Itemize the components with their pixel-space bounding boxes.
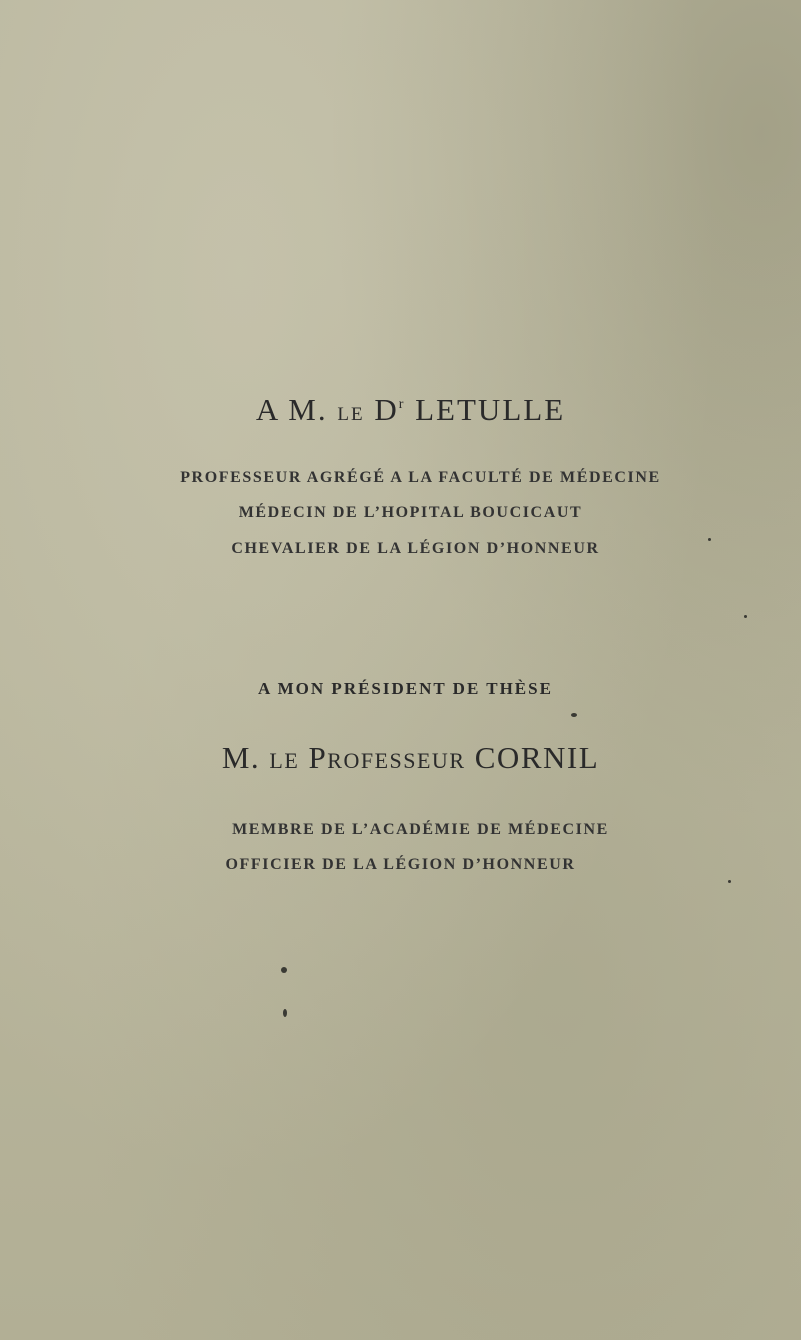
- ink-speck: [283, 1009, 287, 1017]
- letulle-name: LETULLE: [415, 392, 566, 427]
- ink-speck: [281, 967, 287, 973]
- ink-speck: [571, 713, 577, 717]
- ink-speck: [728, 880, 731, 883]
- ink-speck: [708, 538, 711, 541]
- cornil-name: CORNIL: [474, 740, 600, 775]
- dedication-letulle-title: [10, 392, 801, 428]
- cornil-line-membre: MEMBRE DE L’ACADÉMIE DE MÉDECINE: [232, 821, 609, 838]
- cornil-line-officier: OFFICIER DE LA LÉGION D’HONNEUR: [225, 856, 576, 873]
- le-word: le: [337, 396, 365, 426]
- ink-speck: [744, 615, 747, 618]
- doctor-abbrev: $D^r$: [374, 392, 406, 427]
- president-heading: A MON PRÉSIDENT DE THÈSE: [258, 679, 553, 698]
- dedication-prefix: A M.: [255, 392, 328, 427]
- dedication-cornil-title: [10, 740, 801, 776]
- cornil-prefix: M.: [221, 740, 261, 775]
- letulle-line-professeur: PROFESSEUR AGRÉGÉ A LA FACULTÉ DE MÉDECINE: [180, 469, 661, 486]
- letulle-line-chevalier: CHEVALIER DE LA LÉGION D’HONNEUR: [231, 540, 600, 557]
- le-professeur-words: le Professeur: [269, 740, 466, 775]
- letulle-line-medecin: MÉDECIN DE L’HOPITAL BOUCICAUT: [238, 504, 583, 521]
